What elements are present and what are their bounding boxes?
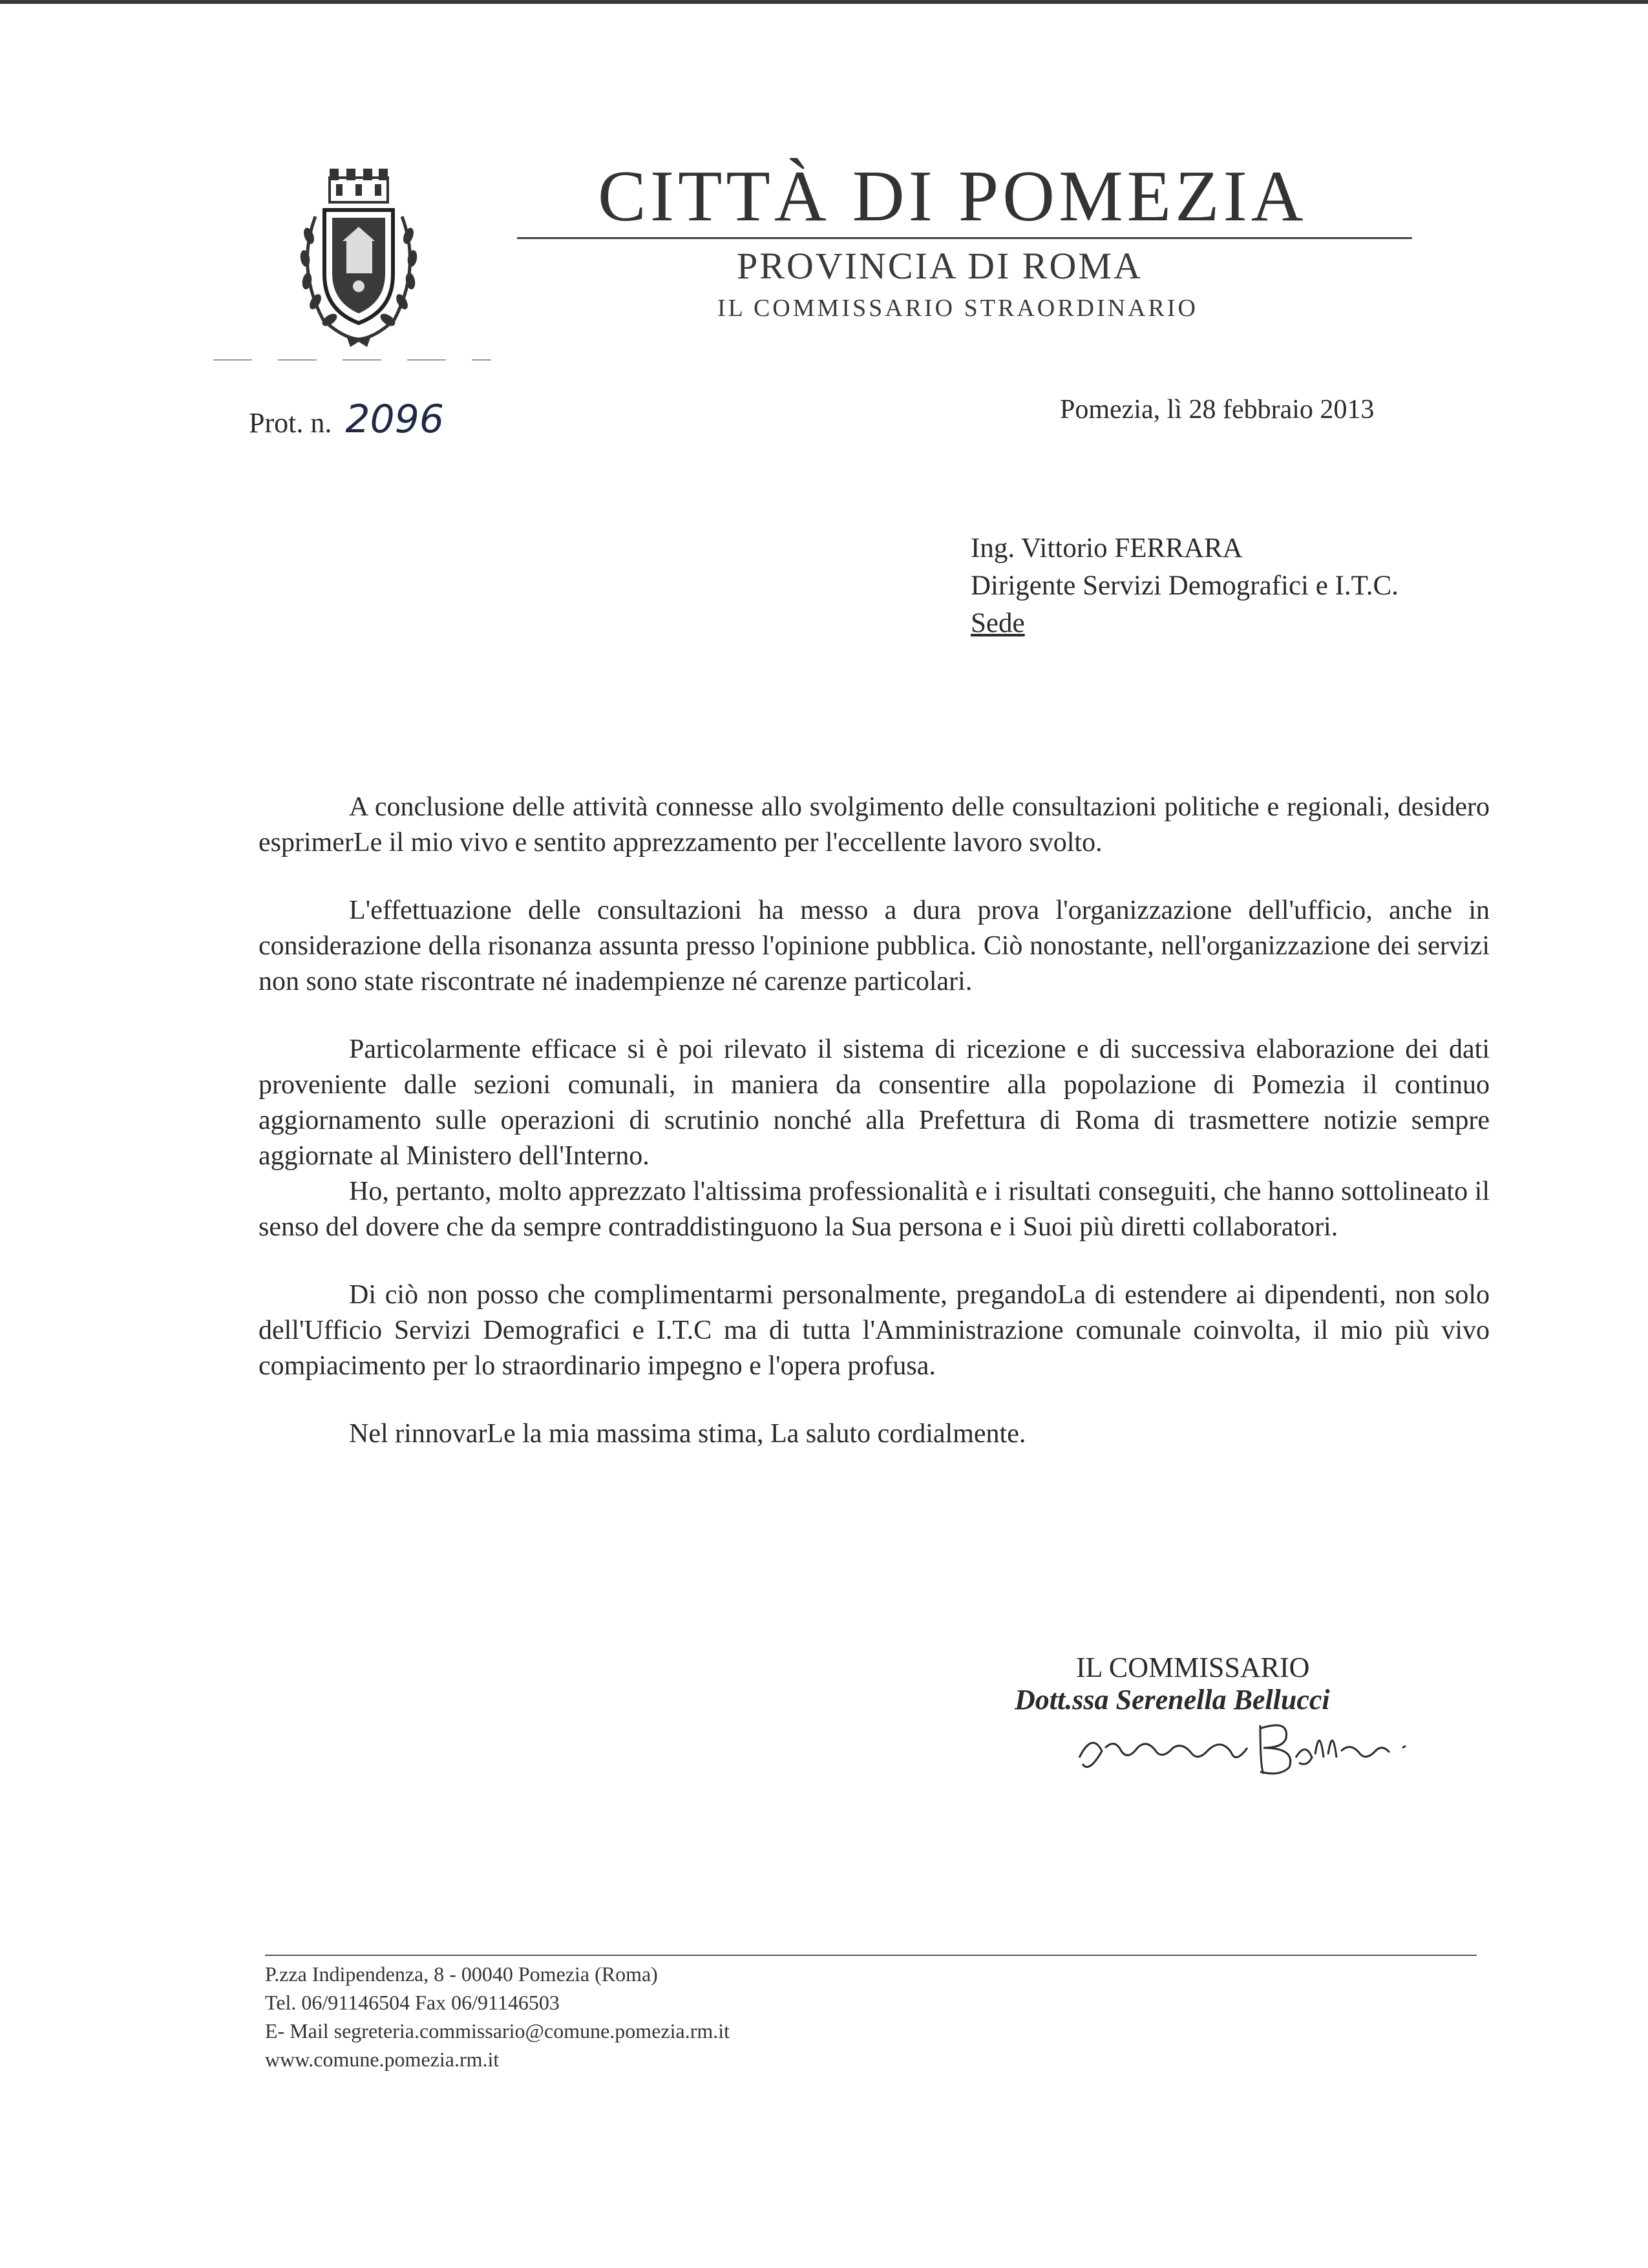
paragraph-6: Nel rinnovarLe la mia massima stima, La saluto cordialmente. xyxy=(349,1419,1026,1449)
recipient-block xyxy=(971,530,1399,642)
signer-title: IL COMMISSARIO xyxy=(1076,1652,1310,1683)
paragraph-2: L'effettuazione delle consultazioni ha messo a dura prova l'organizzazione dell'ufficio, anche in considerazione della risonanza assunta presso l'opinione pubblica. Ciò nonostante, nell'organizzazione dei servizi non sono state riscontrate né inadempienze né carenze particolari. xyxy=(259,896,1490,996)
header-dashes xyxy=(213,359,491,361)
paragraph-5: Di ciò non posso che complimentarmi personalmente, pregandoLa di estendere ai dipendenti, non solo dell'Ufficio Servizi Demografici e I.T.C ma di tutta l'Amministrazione comunale coinvolta, il mio più vivo compiacimento per lo straordinario impegno e l'opera profusa. xyxy=(259,1280,1490,1381)
province-title: PROVINCIA DI ROMA xyxy=(737,245,1143,287)
footer-rule xyxy=(265,1955,1477,1956)
letter-date: Pomezia, lì 28 febbraio 2013 xyxy=(1060,395,1375,425)
paragraph-1: A conclusione delle attività connesse allo svolgimento delle consultazioni politiche e regionali, desidero esprimerLe il mio vivo e sentito apprezzamento per l'eccellente lavoro svolto. xyxy=(259,792,1490,857)
paragraph-4: Ho, pertanto, molto apprezzato l'altissima professionalità e i risultati conseguiti, che hanno sottolineato il senso del dovere che da sempre contraddistinguono la Sua persona e i Suoi più diretti collaboratori. xyxy=(259,1177,1490,1242)
scan-top-edge xyxy=(0,0,1648,4)
footer-email: E- Mail segreteria.commissario@comune.pomezia.rm.it xyxy=(265,2019,730,2042)
recipient-role: Dirigente Servizi Demografici e I.T.C. xyxy=(971,571,1399,601)
recipient-location: Sede xyxy=(971,608,1025,638)
footer xyxy=(265,1960,730,2074)
protocol xyxy=(249,397,444,442)
footer-address: P.zza Indipendenza, 8 - 00040 Pomezia (Roma) xyxy=(265,1962,658,1986)
paragraph-3: Particolarmente efficace si è poi rilevato il sistema di ricezione e di successiva elaborazione dei dati proveniente dalle sezioni comunali, in maniera da consentire alla popolazione di Pomezia il continuo aggiornamento sulle operazioni di scrutinio nonché alla Prefettura di Roma di trasmettere notizie sempre aggiornate al Ministero dell'Interno. xyxy=(259,1034,1490,1171)
coat-of-arms-icon xyxy=(284,165,433,349)
protocol-number: 2096 xyxy=(345,397,445,442)
handwritten-signature xyxy=(1066,1712,1454,1783)
office-title: IL COMMISSARIO STRAORDINARIO xyxy=(717,295,1198,322)
footer-phone: Tel. 06/91146504 Fax 06/91146503 xyxy=(265,1991,560,2014)
letter-body xyxy=(259,790,1490,1452)
header-rule xyxy=(517,237,1412,239)
city-title: CITTÀ DI POMEZIA xyxy=(598,156,1307,236)
protocol-label: Prot. n. xyxy=(249,407,332,439)
recipient-name: Ing. Vittorio FERRARA xyxy=(971,533,1243,563)
footer-website: www.comune.pomezia.rm.it xyxy=(265,2048,500,2071)
signer-name: Dott.ssa Serenella Bellucci xyxy=(1015,1684,1330,1716)
